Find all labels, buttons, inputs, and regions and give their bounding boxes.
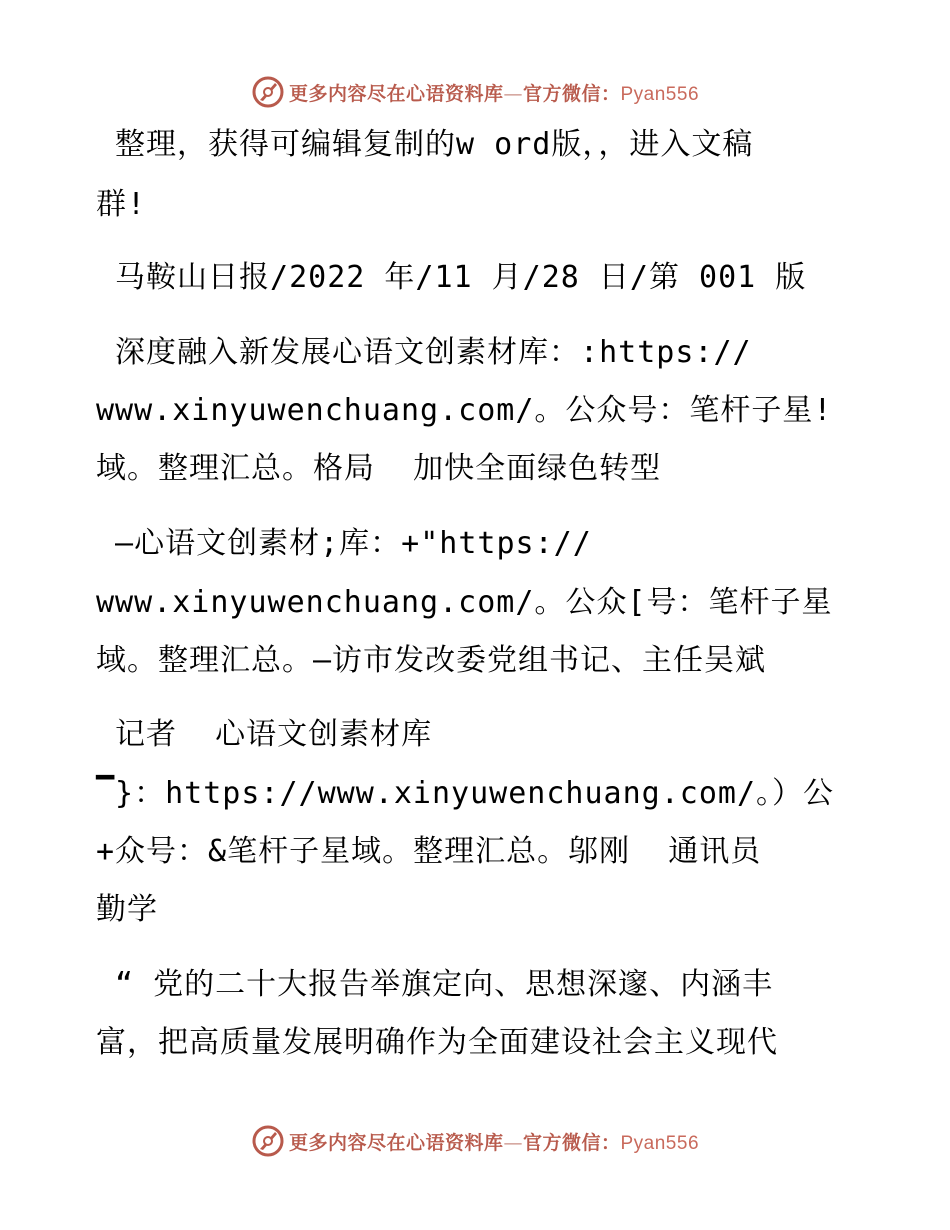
watermark-text (289, 1128, 699, 1155)
watermark-separator: — (503, 82, 523, 105)
publication-line: 马鞍山日报/2022 年/11 月/28 日/第 001 版 (96, 260, 807, 295)
text-line: ▔}：https://www.xinyuwenchuang.com/。）公 (96, 776, 835, 811)
footer-watermark (0, 1119, 950, 1163)
text-line: +众号：&笔杆子星域。整理汇总。邬刚 通讯员 (96, 834, 762, 869)
text-line: 记者 心语文创素材库 (96, 717, 433, 752)
text-line: 深度融入新发展心语文创素材库：:https:// (96, 335, 752, 370)
text-line: 富，把高质量发展明确作为全面建设社会主义现代 (96, 1025, 778, 1060)
text-line: 域。整理汇总。—访市发改委党组书记、主任吴斌 (96, 643, 767, 678)
text-line: “ 党的二十大报告举旗定向、思想深邃、内涵丰 (96, 967, 774, 1002)
text-line: www.xinyuwenchuang.com/。公众[号：笔杆子星 (96, 585, 833, 620)
text-line: 勤学 (96, 892, 158, 927)
watermark-wechat-id: Pyan556 (620, 83, 700, 105)
text-line: —心语文创素材;库：+"https:// (96, 526, 592, 561)
text-line: 域。整理汇总。格局 加快全面绿色转型 (96, 451, 662, 486)
text-line: 整理，获得可编辑复制的w ord版，，进入文稿 (96, 127, 754, 162)
watermark-wechat-id: Pyan556 (620, 1132, 700, 1154)
watermark-wechat-label: 官方微信： (522, 82, 621, 105)
text-line: www.xinyuwenchuang.com/。公众号：笔杆子星! (96, 393, 833, 428)
text-line: 群! (96, 187, 147, 222)
watermark-main: 更多内容尽在心语资料库 (288, 82, 504, 105)
watermark-separator: — (503, 1131, 523, 1154)
watermark-wechat-label: 官方微信： (522, 1131, 621, 1154)
watermark-main: 更多内容尽在心语资料库 (288, 1131, 504, 1154)
quill-logo-icon (251, 1124, 285, 1158)
